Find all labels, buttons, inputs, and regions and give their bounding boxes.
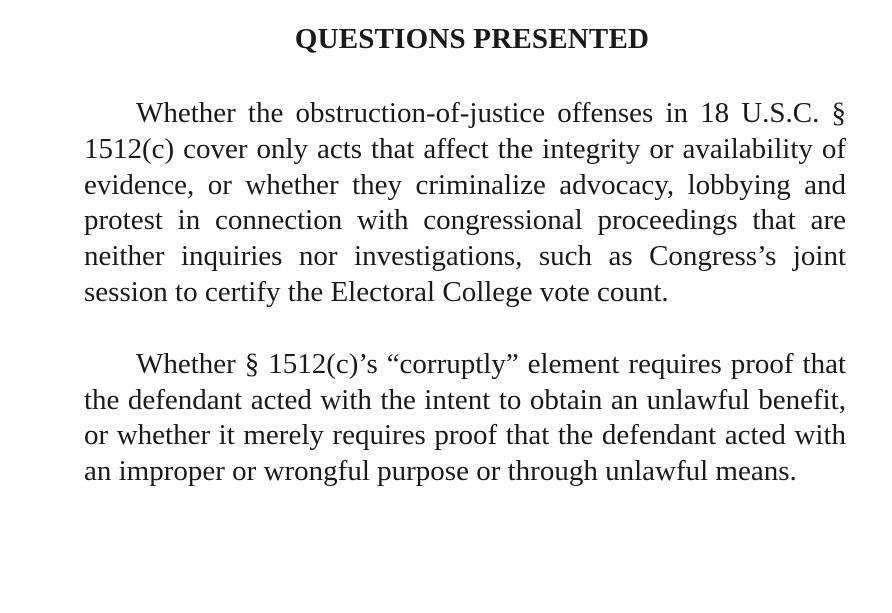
document-page [84,0,846,490]
section-heading: QUESTIONS PRESENTED [294,23,650,55]
question-paragraph-2: Whether § 1512(c)’s “corruptly” element requires proof that the defendant acted with the intent to obtain an unlawful benefit, or whether it merely requires proof that the defendant acted with an improper or wrongful purpose or through unlawful means. [84,347,846,488]
question-paragraph-1: Whether the obstruction-of-justice offenses in 18 U.S.C. § 1512(c) cover only acts that affect the integrity or availability of evidence, or whether they criminalize advocacy, lobbying and protest in connection with congressional proceedings that are neither inquiries nor investigations, such as Congress’s joint session to certify the Electoral College vote count. [84,97,846,308]
